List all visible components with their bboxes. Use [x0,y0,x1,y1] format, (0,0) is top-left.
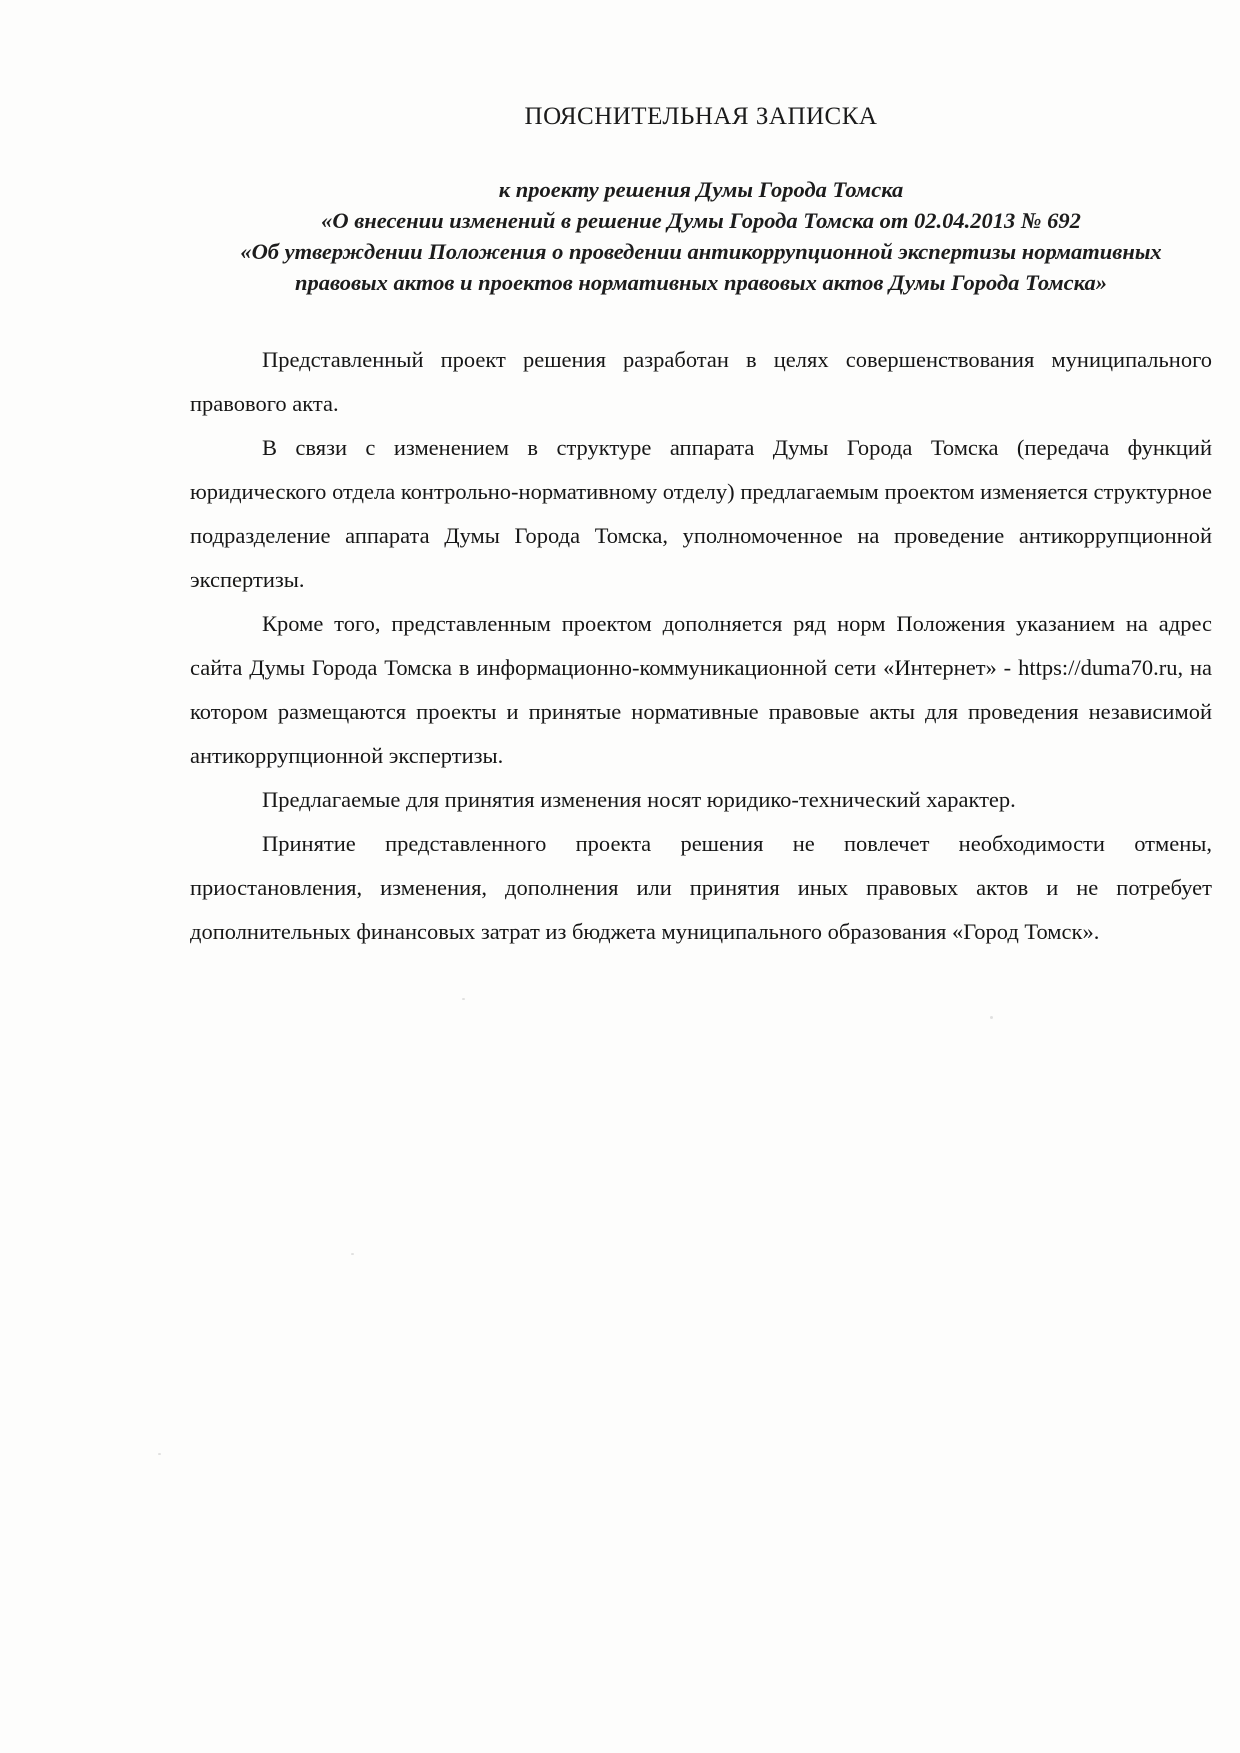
content-column [190,0,1212,954]
paragraph-4: Предлагаемые для принятия изменения носят юридико-технический характер. [262,787,1016,812]
subtitle-line-4: правовых актов и проектов нормативных правовых актов Думы Города Томска» [294,270,1108,295]
subtitle-line-1: к проекту решения Думы Города Томска [498,177,904,202]
paragraph-1: Представленный проект решения разработан в целях совершенствования муниципального правового акта. [190,347,1212,416]
scan-artifact [351,1253,354,1255]
paragraph-3: Кроме того, представленным проектом дополняется ряд норм Положения указанием на адрес сайта Думы Города Томска в информационно-коммуникационной сети «Интернет» - https://duma70.ru, на котором размещаются проекты и принятые нормативные правовые акты для проведения независимой антикоррупционной экспертизы. [190,611,1212,768]
subtitle-line-2: «О внесении изменений в решение Думы Города Томска от 02.04.2013 № 692 [321,208,1081,233]
scan-artifact [462,998,465,1000]
document-body [190,338,1212,954]
paragraph-5: Принятие представленного проекта решения не повлечет необходимости отмены, приостановления, изменения, дополнения или принятия иных правовых актов и не потребует дополнительных финансовых затрат из бюджета муниципального образования «Город Томск». [190,831,1212,944]
scan-artifact [158,1453,161,1455]
scan-artifact [990,1016,993,1019]
document-title: ПОЯСНИТЕЛЬНАЯ ЗАПИСКА [524,103,878,130]
document-subtitle [190,174,1212,298]
subtitle-line-3: «Об утверждении Положения о проведении антикоррупционной экспертизы нормативных [240,239,1162,264]
paragraph-2: В связи с изменением в структуре аппарата Думы Города Томска (передача функций юридического отдела контрольно-нормативному отделу) предлагаемым проектом изменяется структурное подразделение аппарата Думы Города Томска, уполномоченное на проведение антикоррупционной экспертизы. [190,435,1212,592]
